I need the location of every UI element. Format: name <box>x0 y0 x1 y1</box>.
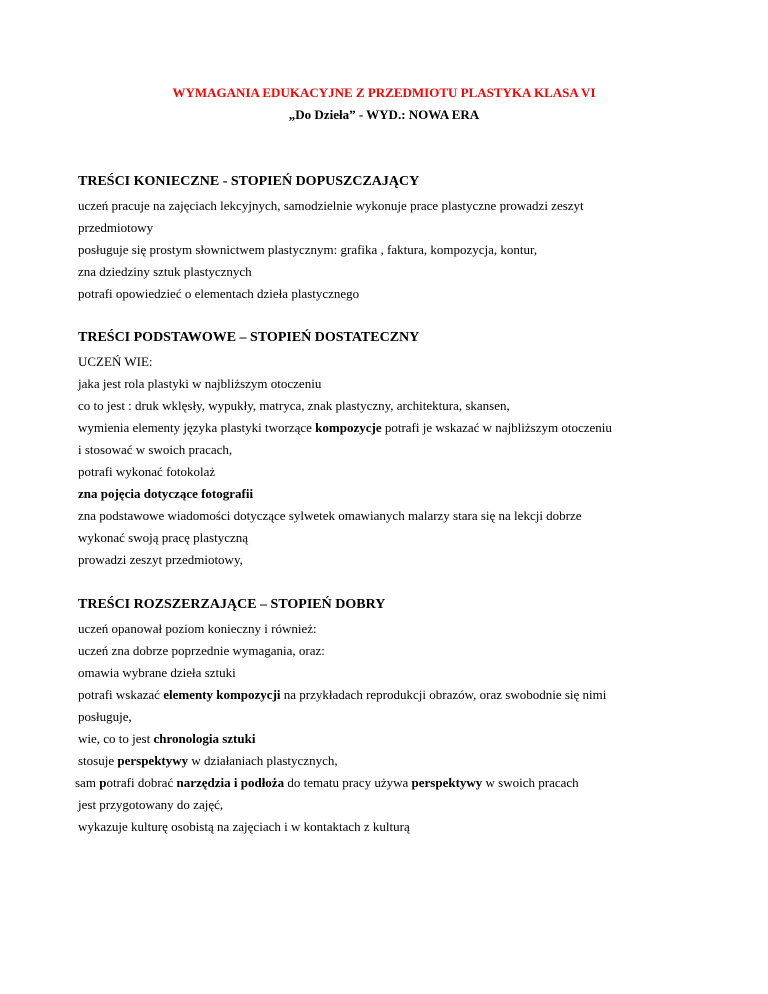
section-rozszerzajace <box>75 596 718 838</box>
text-segment: wymienia elementy języka plastyki tworzące <box>78 420 316 435</box>
list-item <box>78 527 718 549</box>
text-segment: wie, co to jest <box>78 731 154 746</box>
text-segment: posługuje, <box>78 709 132 724</box>
list-item <box>78 816 718 838</box>
list-item <box>78 505 718 527</box>
text-segment: uczeń zna dobrze poprzednie wymagania, oraz: <box>78 643 325 658</box>
text-segment: w swoich pracach <box>482 775 579 790</box>
list-item <box>78 461 718 483</box>
list-item <box>78 395 718 417</box>
bold-text: perspektywy <box>117 753 189 768</box>
bold-text: narzędzia i podłoża <box>176 775 285 790</box>
text-segment: UCZEŃ WIE: <box>78 354 153 369</box>
bold-text: elementy kompozycji <box>163 687 281 702</box>
list-item <box>78 618 718 640</box>
list-item <box>78 483 718 505</box>
text-segment: jaka jest rola plastyki w najbliższym otoczeniu <box>78 376 322 391</box>
text-segment: stosuje <box>78 753 118 768</box>
text-segment: jest przygotowany do zajęć, <box>78 797 224 812</box>
text-segment: prowadzi zeszyt przedmiotowy, <box>78 552 243 567</box>
text-segment: potrafi wskazać <box>78 687 164 702</box>
bold-text: zna pojęcia <box>78 486 144 501</box>
section-konieczne <box>78 173 718 305</box>
bold-text: perspektywy <box>411 775 483 790</box>
list-item <box>78 728 718 750</box>
list-item <box>78 439 718 461</box>
list-item <box>78 794 718 816</box>
section-podstawowe <box>78 329 718 571</box>
text-segment: w działaniach plastycznych, <box>188 753 338 768</box>
list-item <box>78 283 718 305</box>
list-item <box>78 662 718 684</box>
list-item <box>75 772 718 794</box>
list-item <box>78 239 718 261</box>
list-item <box>78 217 718 239</box>
list-item <box>78 750 718 772</box>
text-segment: potrafi je wskazać w najbliższym otoczeniu <box>381 420 612 435</box>
list-item <box>78 373 718 395</box>
text-segment: wykonać swoją pracę plastyczną <box>78 530 249 545</box>
text-segment: uczeń opanował poziom konieczny i również: <box>78 621 317 636</box>
text-segment: potrafi opowiedzieć o elementach dzieła plastycznego <box>78 286 360 301</box>
text-segment: uczeń pracuje na zajęciach lekcyjnych, samodzielnie wykonuje prace plastyczne prowadzi zeszyt <box>78 198 584 213</box>
text-segment: sam <box>75 775 100 790</box>
text-segment: posługuje się prostym słownictwem plastycznym: grafika , faktura, kompozycja, kontur, <box>78 242 538 257</box>
text-segment: na przykładach reprodukcji obrazów, oraz swobodnie się nimi <box>280 687 607 702</box>
section-heading: TREŚCI PODSTAWOWE – STOPIEŃ DOSTATECZNY <box>78 330 420 345</box>
text-segment: omawia wybrane dzieła sztuki <box>78 665 236 680</box>
list-item <box>78 261 718 283</box>
section-heading: TREŚCI ROZSZERZAJĄCE – STOPIEŃ DOBRY <box>78 597 386 612</box>
document-title: WYMAGANIA EDUKACYJNE Z PRZEDMIOTU PLASTYKA KLASA VI <box>172 85 596 100</box>
text-segment: do tematu pracy używa <box>284 775 412 790</box>
section-heading: TREŚCI KONIECZNE - STOPIEŃ DOPUSZCZAJĄCY <box>78 174 420 189</box>
list-item <box>78 684 718 706</box>
list-item <box>78 417 718 439</box>
list-item <box>78 706 718 728</box>
bold-text: kompozycje <box>315 420 382 435</box>
bold-text: dotyczące fotografii <box>143 486 254 501</box>
document-subtitle: „Do Dzieła” - WYD.: NOWA ERA <box>288 107 480 122</box>
text-segment: przedmiotowy <box>78 220 154 235</box>
text-segment: co to jest : druk wklęsły, wypukły, matryca, znak plastyczny, architektura, skansen, <box>78 398 510 413</box>
text-segment: zna podstawowe wiadomości dotyczące sylwetek omawianych malarzy stara się na lekcji dobrze <box>78 508 582 523</box>
list-item <box>78 195 718 217</box>
list-item <box>78 351 718 373</box>
text-segment: otrafi dobrać <box>106 775 177 790</box>
text-segment: wykazuje kulturę osobistą na zajęciach i w kontaktach z kulturą <box>78 819 410 834</box>
bold-text: chronologia sztuki <box>153 731 256 746</box>
text-segment: i stosować w swoich pracach, <box>78 442 233 457</box>
list-item <box>78 549 718 571</box>
list-item <box>78 640 718 662</box>
text-segment: zna dziedziny sztuk plastycznych <box>78 264 252 279</box>
bold-text: p <box>99 775 107 790</box>
text-segment: potrafi wykonać fotokolaż <box>78 464 216 479</box>
